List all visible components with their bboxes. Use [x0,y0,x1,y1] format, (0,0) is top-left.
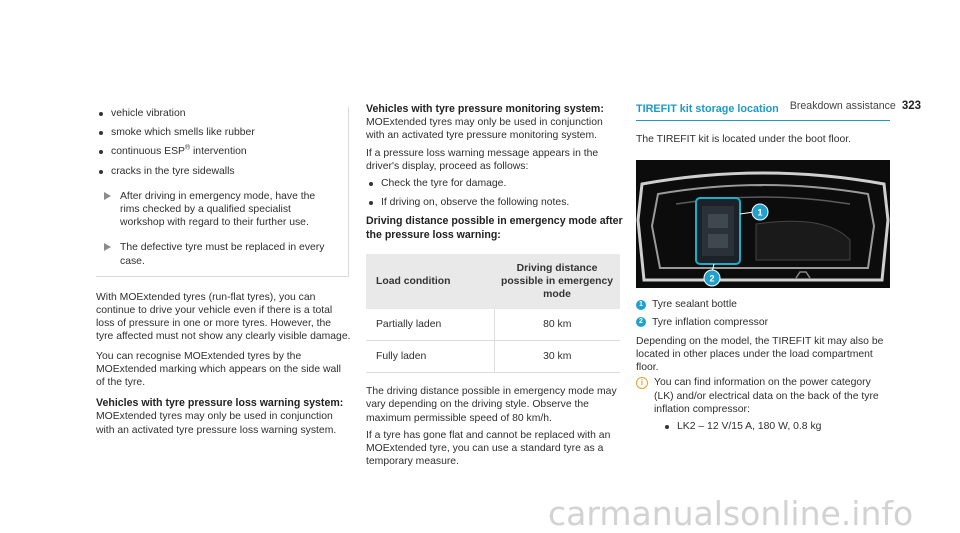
paragraph: The driving distance possible in emergency mode may vary depending on the driving style. Observe the maximum permissible speed of 80 km/h. [366,386,617,424]
paragraph: The TIREFIT kit is located under the boot floor. [636,134,852,146]
paragraph: MOExtended tyres may only be used in conjunction with an activated tyre pressure monitoring system. [366,117,603,142]
svg-text:2: 2 [709,273,715,284]
page-number: 323 [901,100,921,112]
esp-suffix: intervention [190,146,247,158]
list-item: vehicle vibration [96,107,336,120]
paragraph: If a tyre has gone flat and cannot be replaced with an MOExtended tyre, you can use a standard tyre as a temporary measure. [366,429,611,468]
watermark: carmanualsonline.info [548,494,914,533]
bullet-list [366,177,624,209]
boot-photo [636,160,890,288]
subheading: Vehicles with tyre pressure loss warning system: [96,397,344,410]
spec-list [654,420,890,433]
paragraph: If a pressure loss warning message appears in the driver's display, proceed as follows: [366,147,599,172]
paragraph: With MOExtended tyres (run-flat tyres), you can continue to drive your vehicle even if there is a total loss of pressure in one or more tyres. However, the tyre affected must not show any clearly visible damage. [96,291,351,343]
boot-illustration [636,160,890,288]
info-note [636,376,890,433]
section-name: Breakdown assistance [789,100,896,112]
legend-item [636,316,890,329]
table-row [366,341,620,373]
column-left [96,107,351,437]
table-header-row [366,254,620,309]
callout-number: 2 [636,317,646,327]
column-header: Driving distance possible in emergency mode [494,254,620,309]
note-bullet-list [96,107,336,178]
column-right [636,103,890,439]
section-title: TIREFIT kit storage location [636,103,890,121]
table-cell: Partially laden [366,309,494,341]
svg-text:1: 1 [757,207,763,218]
paragraph: You can recognise MOExtended tyres by the MOExtended marking which appears on the side wall of the tyre. [96,350,341,389]
registered-mark: ® [184,144,191,152]
table-cell: Fully laden [366,341,494,373]
paragraph: MOExtended tyres may only be used in conjunction with an activated tyre pressure loss warning system. [96,411,337,436]
step-arrow-icon [104,243,111,251]
subheading: Driving distance possible in emergency mode after the pressure loss warning: [366,215,623,241]
column-middle [366,103,624,468]
distance-table [366,254,620,373]
step-2 [96,241,336,267]
table-row [366,309,620,341]
table-cell: 80 km [494,309,620,341]
column-header: Load condition [366,254,494,309]
list-item: If driving on, observe the following notes. [366,196,624,209]
info-icon: i [636,377,648,389]
note-box [96,107,349,277]
step-arrow-icon [104,192,111,200]
list-item: Check the tyre for damage. [366,177,624,190]
step-text: After driving in emergency mode, have the rims checked by a qualified specialist workshop with regard to their further use. [120,190,316,229]
table-cell: 30 km [494,341,620,373]
step-1 [96,190,336,230]
legend-item [636,298,890,311]
info-text: You can find information on the power category (LK) and/or electrical data on the back of the tyre inflation compressor: [654,377,879,415]
paragraph: Depending on the model, the TIREFIT kit may also be located in other places under the load compartment floor. [636,335,884,374]
list-item: smoke which smells like rubber [96,126,336,139]
list-item: LK2 – 12 V/15 A, 180 W, 0.8 kg [662,420,890,433]
step-text: The defective tyre must be replaced in every case. [120,242,325,267]
callout-number: 1 [636,300,646,310]
list-item [96,145,336,158]
list-item: cracks in the tyre sidewalls [96,165,336,178]
esp-text: continuous ESP [111,146,185,158]
subheading: Vehicles with tyre pressure monitoring system: [366,103,604,115]
legend-text: Tyre sealant bottle [652,299,737,311]
legend-text: Tyre inflation compressor [652,316,769,328]
